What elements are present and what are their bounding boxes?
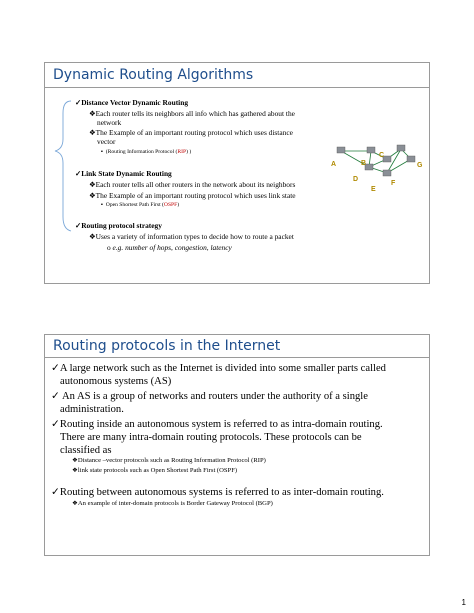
point-3-sub-1: ❖Distance –vector protocols such as Routing Information Protocol (RIP) [72, 457, 266, 464]
dv-bullet-1: ❖Each router tells its neighbors all info which has gathered about the [89, 109, 295, 118]
check-icon: ✓ [75, 169, 82, 178]
page-number: 1 [461, 598, 466, 607]
ls-heading: ✓Link State Dynamic Routing [75, 169, 172, 178]
diamond-bullet-icon: ❖ [89, 232, 96, 241]
diamond-bullet-icon: ❖ [89, 191, 96, 200]
slide-dynamic-routing [44, 62, 430, 284]
check-icon: ✓ [75, 98, 82, 107]
dv-bullet-2: ❖The Example of an important routing protocol which uses distance [89, 128, 293, 137]
point-4-sub-1: ❖An example of inter-domain protocols is Border Gateway Protocol (BGP) [72, 500, 273, 507]
ls-bullet-1: ❖Each router tells all other routers in the network about its neighbors [89, 180, 296, 189]
dv-bullet-1-cont: network [97, 118, 122, 127]
node-label-f: F [391, 180, 396, 187]
point-3-sub-2: ❖link state protocols such as Open Shortest Path First (OSPF) [72, 467, 238, 474]
node-label-d: D [353, 176, 359, 183]
point-1: ✓A large network such as the Internet is divided into some smaller parts called [51, 363, 386, 374]
diamond-bullet-icon: ❖ [89, 109, 96, 118]
slide-title: Routing protocols in the Internet [53, 338, 281, 354]
title-divider [45, 357, 429, 358]
ls-sub-ospf: ▪ Open Shortest Path First (OSPF) [101, 202, 180, 208]
check-icon: ✓ [51, 391, 60, 402]
check-icon: ✓ [51, 419, 60, 430]
rp-heading: ✓Routing protocol strategy [75, 221, 162, 230]
point-2-cont: administration. [60, 404, 124, 415]
check-icon: ✓ [51, 487, 60, 498]
slide-routing-internet [44, 334, 430, 556]
node-label-g: G [417, 162, 423, 169]
diamond-bullet-icon: ❖ [72, 467, 78, 474]
point-3-cont2: classified as [60, 445, 112, 456]
node-label-b: B [361, 160, 367, 167]
check-icon: ✓ [51, 363, 60, 374]
node-label-a: A [331, 161, 337, 168]
diamond-bullet-icon: ❖ [89, 128, 96, 137]
title-divider [45, 87, 429, 88]
point-3-cont: There are many intra-domain routing protocols. These protocols can be [60, 432, 362, 443]
diamond-bullet-icon: ❖ [89, 180, 96, 189]
dv-bullet-2-cont: vector [97, 137, 116, 146]
point-3: ✓Routing inside an autonomous system is referred to as intra-domain routing. [51, 419, 383, 430]
point-1-cont: autonomous systems (AS) [60, 376, 172, 387]
diamond-bullet-icon: ❖ [72, 457, 78, 464]
network-diagram [327, 139, 427, 195]
dv-heading: ✓Distance Vector Dynamic Routing [75, 98, 189, 107]
check-icon: ✓ [75, 221, 82, 230]
rp-bullet-1: ❖Uses a variety of information types to decide how to route a packet [89, 232, 294, 241]
square-bullet-icon: ▪ [101, 202, 103, 208]
point-2: ✓ An AS is a group of networks and routers under the authority of a single [51, 391, 368, 402]
diamond-bullet-icon: ❖ [72, 500, 78, 507]
square-bullet-icon: ▪ [101, 149, 103, 155]
point-4: ✓Routing between autonomous systems is referred to as inter-domain routing. [51, 487, 384, 498]
dv-sub-rip: ▪ (Routing Information Protocol (RIP) ) [101, 149, 192, 155]
node-label-c: C [379, 152, 385, 159]
rp-sub: o e.g. number of hops, congestion, latency [107, 243, 232, 252]
node-label-e: E [371, 186, 376, 193]
ls-bullet-2: ❖The Example of an important routing protocol which uses link state [89, 191, 296, 200]
brace-icon [49, 99, 75, 239]
slide-title: Dynamic Routing Algorithms [53, 67, 254, 83]
